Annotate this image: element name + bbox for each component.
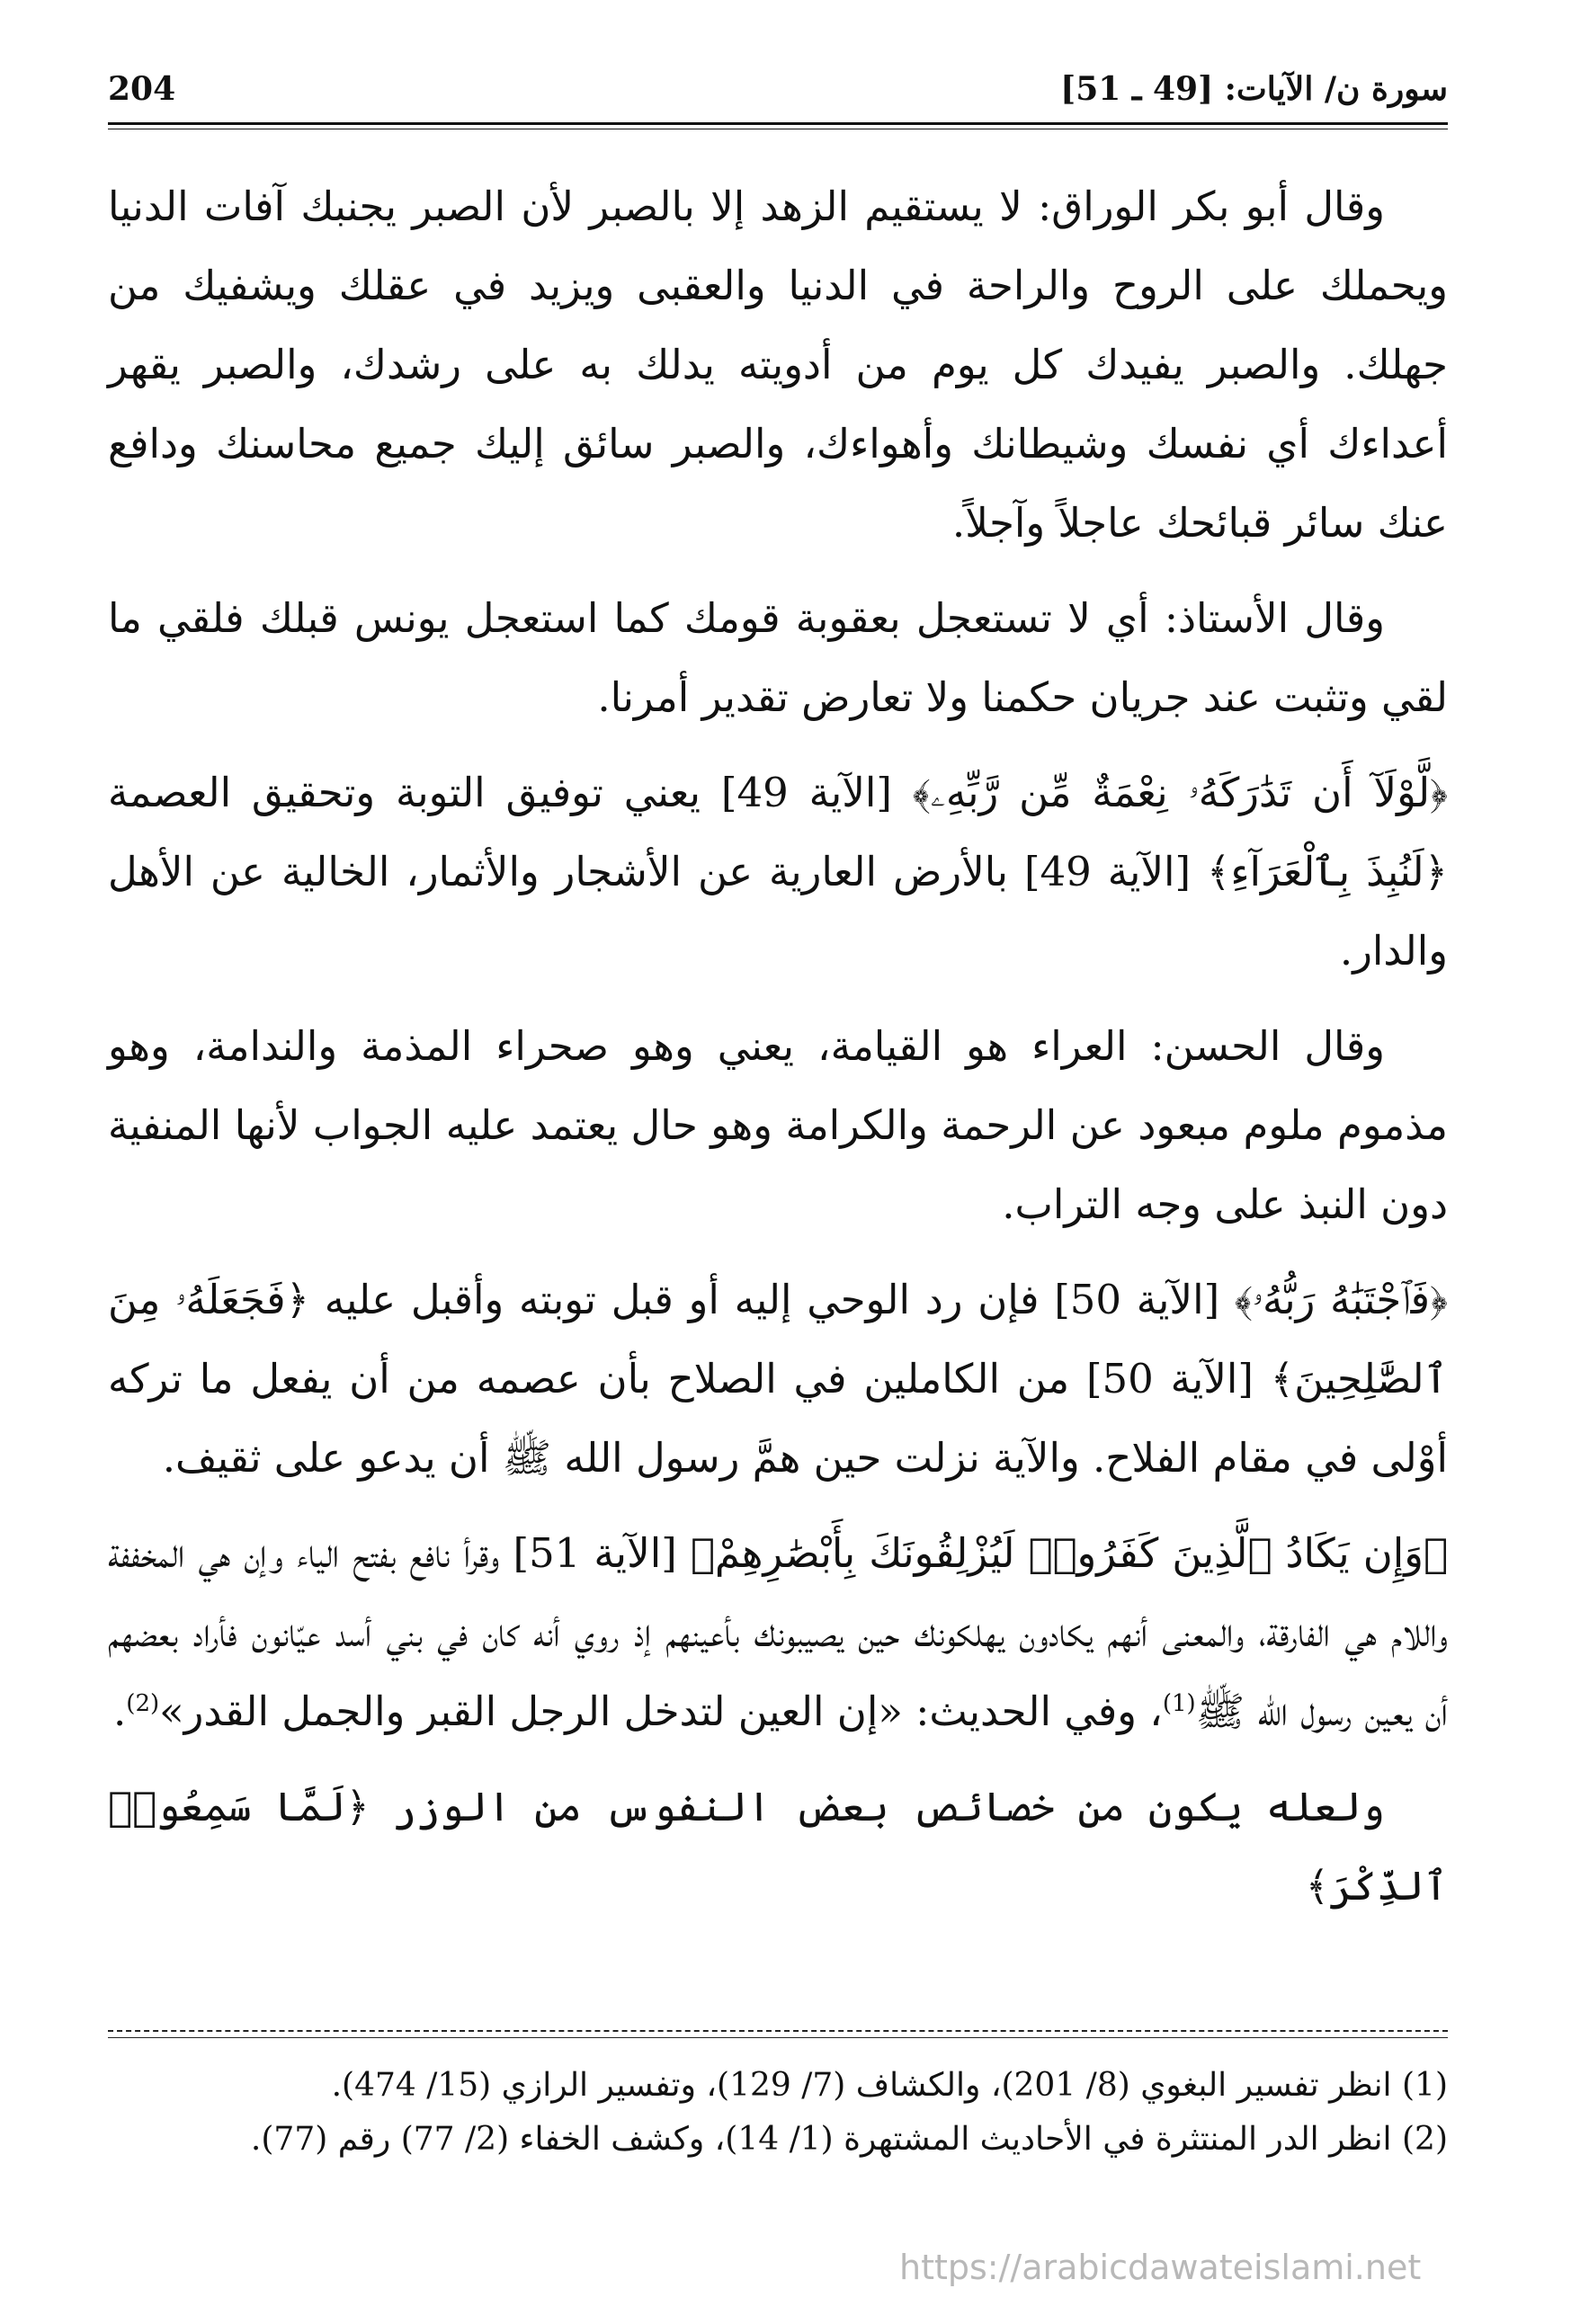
footnote-1: (1) انظر تفسير البغوي (8/ 201)، والكشاف (7/ 129)، وتفسير الرازي (15/ 474). [331, 2067, 1448, 2104]
book-page [108, 63, 1448, 2293]
paragraph-2: وقال الأستاذ: أي لا تستعجل بعقوبة قومك كما استعجل يونس قبلك فلقي ما لقي وتثبت عند جريان حكمنا ولا تعارض تقدير أمرنا. [108, 594, 1448, 721]
paragraph-4: وقال الحسن: العراء هو القيامة، يعني وهو صحراء المذمة والندامة، وهو مذموم ملوم مبعود عن الرحمة والكرامة وهو حال يعتمد عليه الجواب لأنها المنفية دون النبذ على وجه التراب. [108, 1022, 1448, 1228]
footnote-ref-1[interactable]: (1) [1162, 1690, 1196, 1717]
paragraph-3: ﴿لَّوْلَآ أَن تَدَٰرَكَهُۥ نِعْمَةٌ مِّن رَّبِّهِۦ﴾ [الآية 49] يعني توفيق التوبة وتحقيق العصمة ﴿لَنُبِذَ بِٱلْعَرَآءِ﴾ [الآية 49] بالأرض العارية عن الأشجار والأثمار، الخالية عن الأهل والدار. [108, 769, 1448, 975]
paragraph-6 [108, 1514, 1448, 1751]
page-body [108, 167, 1448, 1926]
paragraph-6-period: . [112, 1687, 127, 1735]
footnotes [108, 2059, 1448, 2167]
footnote-2: (2) انظر الدر المنتثرة في الأحاديث المشتهرة (1/ 14)، وكشف الخفاء (2/ 77) رقم (77). [250, 2121, 1448, 2158]
paragraph-5: ﴿فَٱجْتَبَٰهُ رَبُّهُۥ﴾ [الآية 50] فإن رد الوحي إليه أو قبل توبته وأقبل عليه ﴿فَجَعَلَهُۥ مِنَ ٱلصَّٰلِحِينَ﴾ [الآية 50] من الكاملين في الصلاح بأن عصمه من أن يفعل ما تركه أوْلى في مقام الفلاح. والآية نزلت حين همَّ رسول الله ﷺ أن يدعو على ثقيف. [108, 1276, 1449, 1482]
paragraph-7: ولعله يكون من خصائص بعض النفوس من الوزر ﴿لَمَّا سَمِعُوا۟ ٱلذِّكْرَ﴾ [108, 1783, 1448, 1910]
surah-label: سورة ن/ الآيات: [49 ـ 51] [1060, 70, 1448, 108]
footnote-separator-line [108, 2037, 1448, 2038]
page-header [108, 63, 1448, 117]
header-rule [108, 122, 1448, 129]
paragraph-6-text: ﴿وَإِن يَكَادُ ٱلَّذِينَ كَفَرُوا۟ لَيُزْلِقُونَكَ بِأَبْصَٰرِهِمْ﴾ [الآية 51] وقرأ نافع بفتح الياء وإن هي المخففة واللام هي الفارقة، والمعنى أنهم يكادون يهلكونك حين يصيبونك بأعينهم إذ روي أنه كان في بني أسد عيّانون فأراد بعضهم أن يعين رسول الله ﷺ [108, 1529, 1448, 1735]
page-number: 204 [108, 70, 176, 108]
watermark-url: https://arabicdawateislami.net [899, 2248, 1422, 2287]
paragraph-1: وقال أبو بكر الوراق: لا يستقيم الزهد إلا بالصبر لأن الصبر يجنبك آفات الدنيا ويحملك على الروح والراحة في الدنيا والعقبى ويزيد في عقلك ويشفيك من جهلك. والصبر يفيدك كل يوم من أدويته يدلك به على رشدك، والصبر يقهر أعداءك أي نفسك وشيطانك وأهواءك، والصبر سائق إليك جميع محاسنك ودافع عنك سائر قبائحك عاجلاً وآجلاً. [108, 183, 1448, 547]
footnote-ref-2[interactable]: (2) [126, 1690, 160, 1717]
paragraph-6-tail: ، وفي الحديث: «إن العين لتدخل الرجل القبر والجمل القدر» [159, 1687, 1163, 1735]
footnote-separator [108, 2030, 1448, 2032]
